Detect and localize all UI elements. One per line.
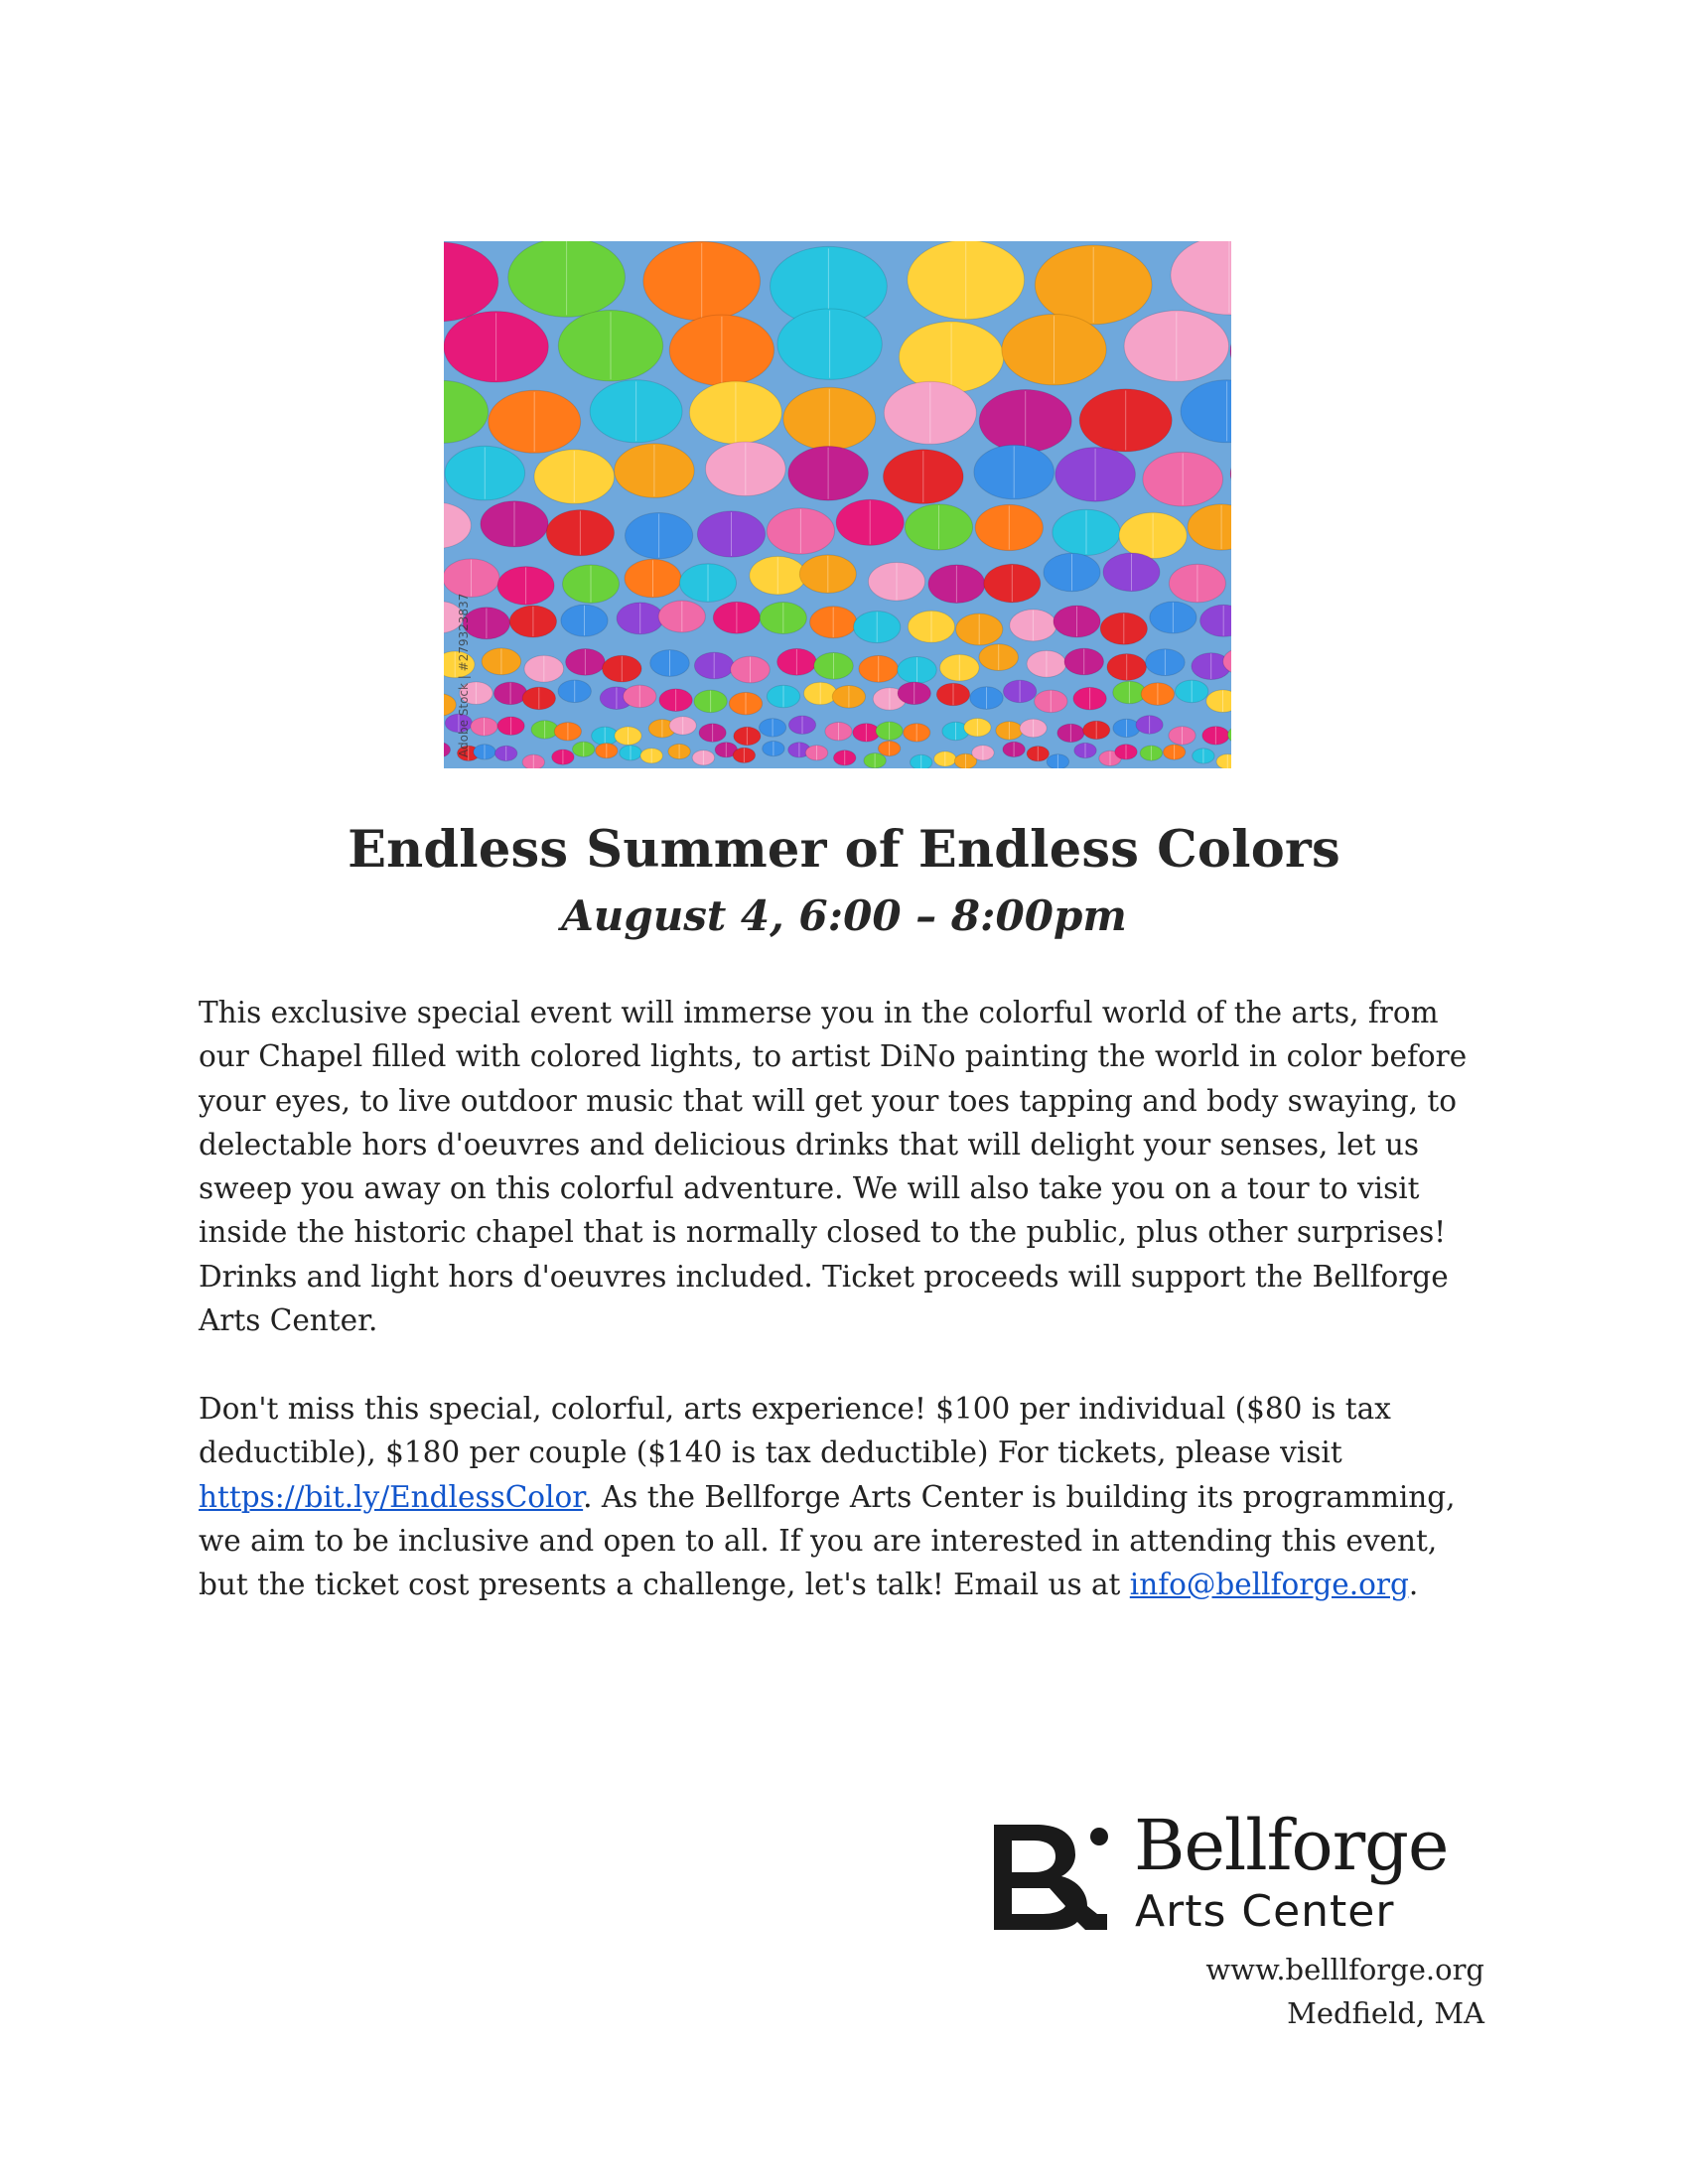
event-title: Endless Summer of Endless Colors	[348, 820, 1340, 880]
logo-wordmark: Bellforge	[1134, 1805, 1449, 1886]
ticket-info-end: .	[1408, 1568, 1419, 1602]
ticket-info	[199, 1387, 1484, 1606]
ticket-info-text-2: . As the Bellforge Arts Center is building its programming, we aim to be inclusive and open to all. If you are interested in attending this event, but the ticket cost presents a challenge, let's talk! Email us at	[199, 1479, 1456, 1602]
photo-watermark: Adobe Stock | #279323837	[457, 593, 471, 757]
website-text: www.belllforge.org	[1205, 1953, 1484, 1986]
bellforge-logo	[990, 1805, 1486, 1944]
umbrella-photo	[444, 241, 1231, 768]
umbrella-illustration	[444, 241, 1231, 768]
logo-subtitle: Arts Center	[1135, 1886, 1395, 1937]
event-description: This exclusive special event will immerse you in the colorful world of the arts, from our Chapel filled with colored lights, to artist DiNo painting the world in color before your eyes, to live outdoor music that will get your toes tapping and body swaying, to delectable hors d'oeuvres and delicious drinks that will delight your senses, let us sweep you away on this colorful adventure. We will also take you on a tour to visit inside the historic chapel that is normally closed to the public, plus other surprises! Drinks and light hors d'oeuvres included. Ticket proceeds will support the Bellforge Arts Center.	[199, 996, 1468, 1338]
bellforge-logo-mark	[990, 1823, 1114, 1934]
location-text: Medfield, MA	[1287, 1996, 1484, 2030]
event-date: August 4, 6:00 – 8:00pm	[561, 891, 1127, 940]
ticket-link[interactable]: https://bit.ly/EndlessColor	[199, 1479, 584, 1514]
email-link[interactable]: info@bellforge.org	[1129, 1568, 1409, 1602]
ticket-info-text: Don't miss this special, colorful, arts experience! $100 per individual ($80 is tax deductible), $180 per couple ($140 is tax deductible) For tickets, please visit	[199, 1392, 1391, 1470]
contact-block	[1205, 1948, 1484, 2035]
